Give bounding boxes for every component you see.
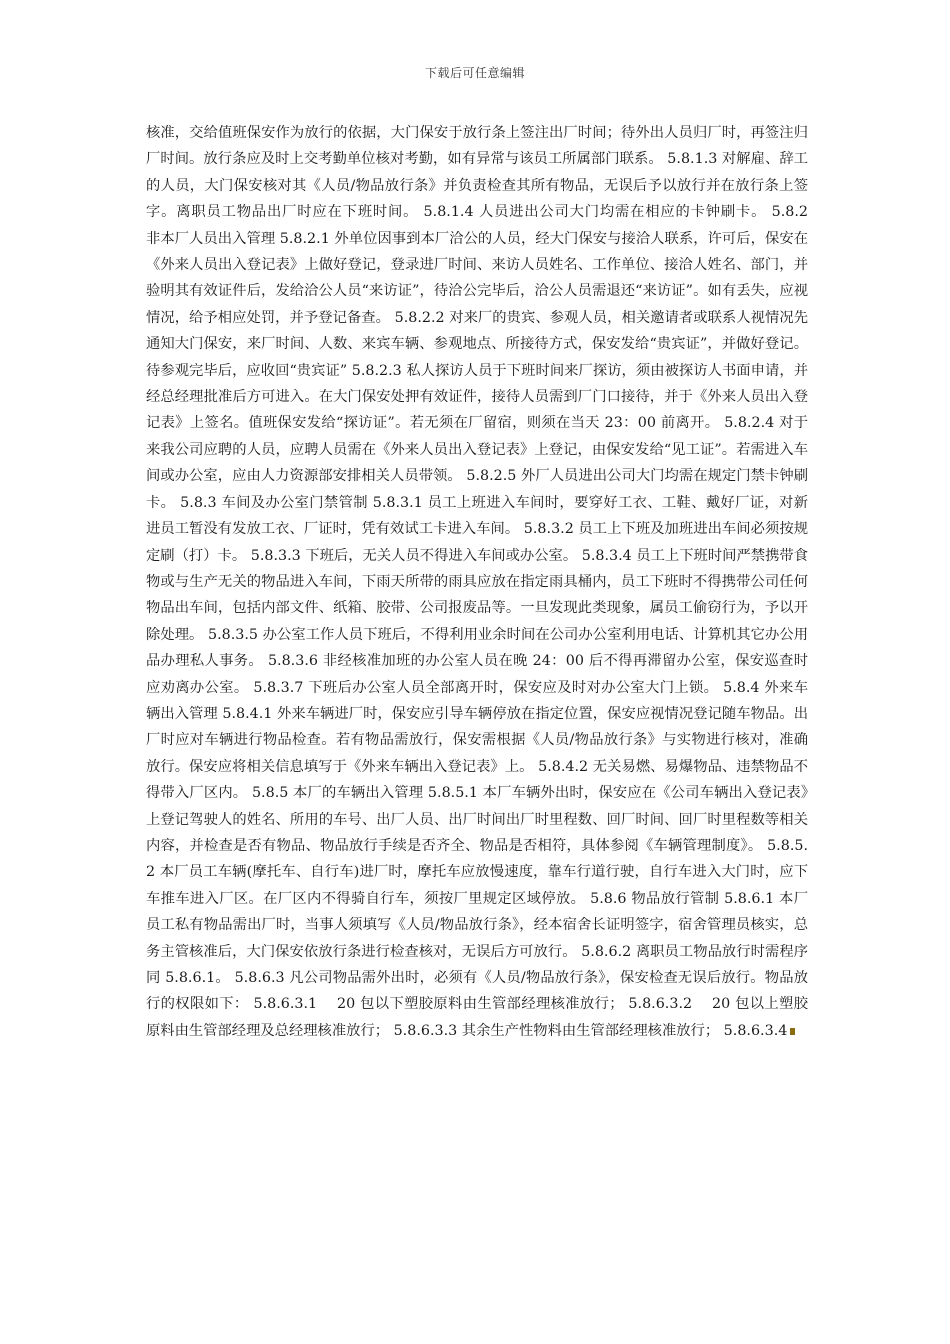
body-paragraph <box>146 120 827 1044</box>
body-text: 核准，交给值班保安作为放行的依据，大门保安于放行条上签注出厂时间；待外出人员归厂时，再签注归厂时间。放行条应及时上交考勤单位核对考勤，如有异常与该员工所属部门联系。 5.8.1.3 对解雇、辞工的人员，大门保安核对其《人员/物品放行条》并负责检查其所有物品，无误后予以放行并在放行条上签字。离职员工物品出厂时应在下班时间。 5.8.1.4 人员进出公司大门均需在相应的卡钟刷卡。 5.8.2 非本厂人员出入管理 5.8.2.1 外单位因事到本厂洽公的人员，经大门保安与接洽人联系，许可后，保安在《外来人员出入登记表》上做好登记，登录进厂时间、来访人员姓名、工作单位、接洽人姓名、部门，并验明其有效证件后，发给洽公人员“来访证”，待洽公完毕后，洽公人员需退还“来访证”。如有丢失，应视情况，给予相应处罚，并予登记备查。 5.8.2.2 对来厂的贵宾、参观人员，相关邀请者或联系人视情况先通知大门保安，来厂时间、人数、来宾车辆、参观地点、所接待方式，保安发给“贵宾证”，并做好登记。待参观完毕后，应收回“贵宾证” 5.8.2.3 私人探访人员于下班时间来厂探访，须由被探访人书面申请，并经总经理批准后方可进入。在大门保安处押有效证件，接待人员需到厂门口接待，并于《外来人员出入登记表》上签名。值班保安发给“探访证”。若无须在厂留宿，则须在当天 23：00 前离开。 5.8.2.4 对于来我公司应聘的人员，应聘人员需在《外来人员出入登记表》上登记，由保安发给“见工证”。若需进入车间或办公室，应由人力资源部安排相关人员带领。 5.8.2.5 外厂人员进出公司大门均需在规定门禁卡钟刷卡。 5.8.3 车间及办公室门禁管制 5.8.3.1 员工上班进入车间时，要穿好工衣、工鞋、戴好厂证，对新进员工暂没有发放工衣、厂证时，凭有效试工卡进入车间。 5.8.3.2 员工上下班及加班进出车间必须按规定刷（打）卡。 5.8.3.3 下班后，无关人员不得进入车间或办公室。 5.8.3.4 员工上下班时间严禁携带食物或与生产无关的物品进入车间，下雨天所带的雨具应放在指定雨具桶内，员工下班时不得携带公司任何物品出车间，包括内部文件、纸箱、胶带、公司报废品等。一旦发现此类现象，属员工偷窃行为，予以开除处理。 5.8.3.5 办公室工作人员下班后，不得利用业余时间在公司办公室利用电话、计算机其它办公用品办理私人事务。 5.8.3.6 非经核准加班的办公室人员在晚 24：00 后不得再滞留办公室，保安巡查时应劝离办公室。 5.8.3.7 下班后办公室人员全部离开时，保安应及时对办公室大门上锁。 5.8.4 外来车辆出入管理 5.8.4.1 外来车辆进厂时，保安应引导车辆停放在指定位置，保安应视情况登记随车物品。出厂时应对车辆进行物品检查。若有物品需放行，保安需根据《人员/物品放行条》与实物进行核对，准确放行。保安应将相关信息填写于《外来车辆出入登记表》上。 5.8.4.2 无关易燃、易爆物品、违禁物品不得带入厂区内。 5.8.5 本厂的车辆出入管理 5.8.5.1 本厂车辆外出时，保安应在《公司车辆出入登记表》上登记驾驶人的姓名、所用的车号、出厂人员、出厂时间出厂时里程数、回厂时间、回厂时里程数等相关内容，并检查是否有物品、物品放行手续是否齐全、物品是否相符，具体参阅《车辆管理制度》。 5.8.5.2 本厂员工车辆(摩托车、自行车)进厂时，摩托车应放慢速度，靠车行道行驶，自行车进入大门时，应下车推车进入厂区。在厂区内不得骑自行车，须按厂里规定区域停放。 5.8.6 物品放行管制 5.8.6.1 本厂员工私有物品需出厂时，当事人须填写《人员/物品放行条》，经本宿舍长证明签字，宿舍管理员核实，总务主管核准后，大门保安依放行条进行检查核对，无误后方可放行。 5.8.6.2 离职员工物品放行时需程序同 5.8.6.1。 5.8.6.3 凡公司物品需外出时，必须有《人员/物品放行条》，保安检查无误后放行。物品放行的权限如下： 5.8.6.3.1 20 包以下塑胶原料由生管部经理核准放行； 5.8.6.3.2 20 包以上塑胶原料由生管部经理及总经理核准放行； 5.8.6.3.3 其余生产性物料由生管部经理核准放行； 5.8.6.3.4 <box>146 125 827 1039</box>
end-marker-icon <box>790 1028 795 1035</box>
document-body <box>146 120 827 1044</box>
page-header: 下载后可任意编辑 <box>424 66 525 80</box>
